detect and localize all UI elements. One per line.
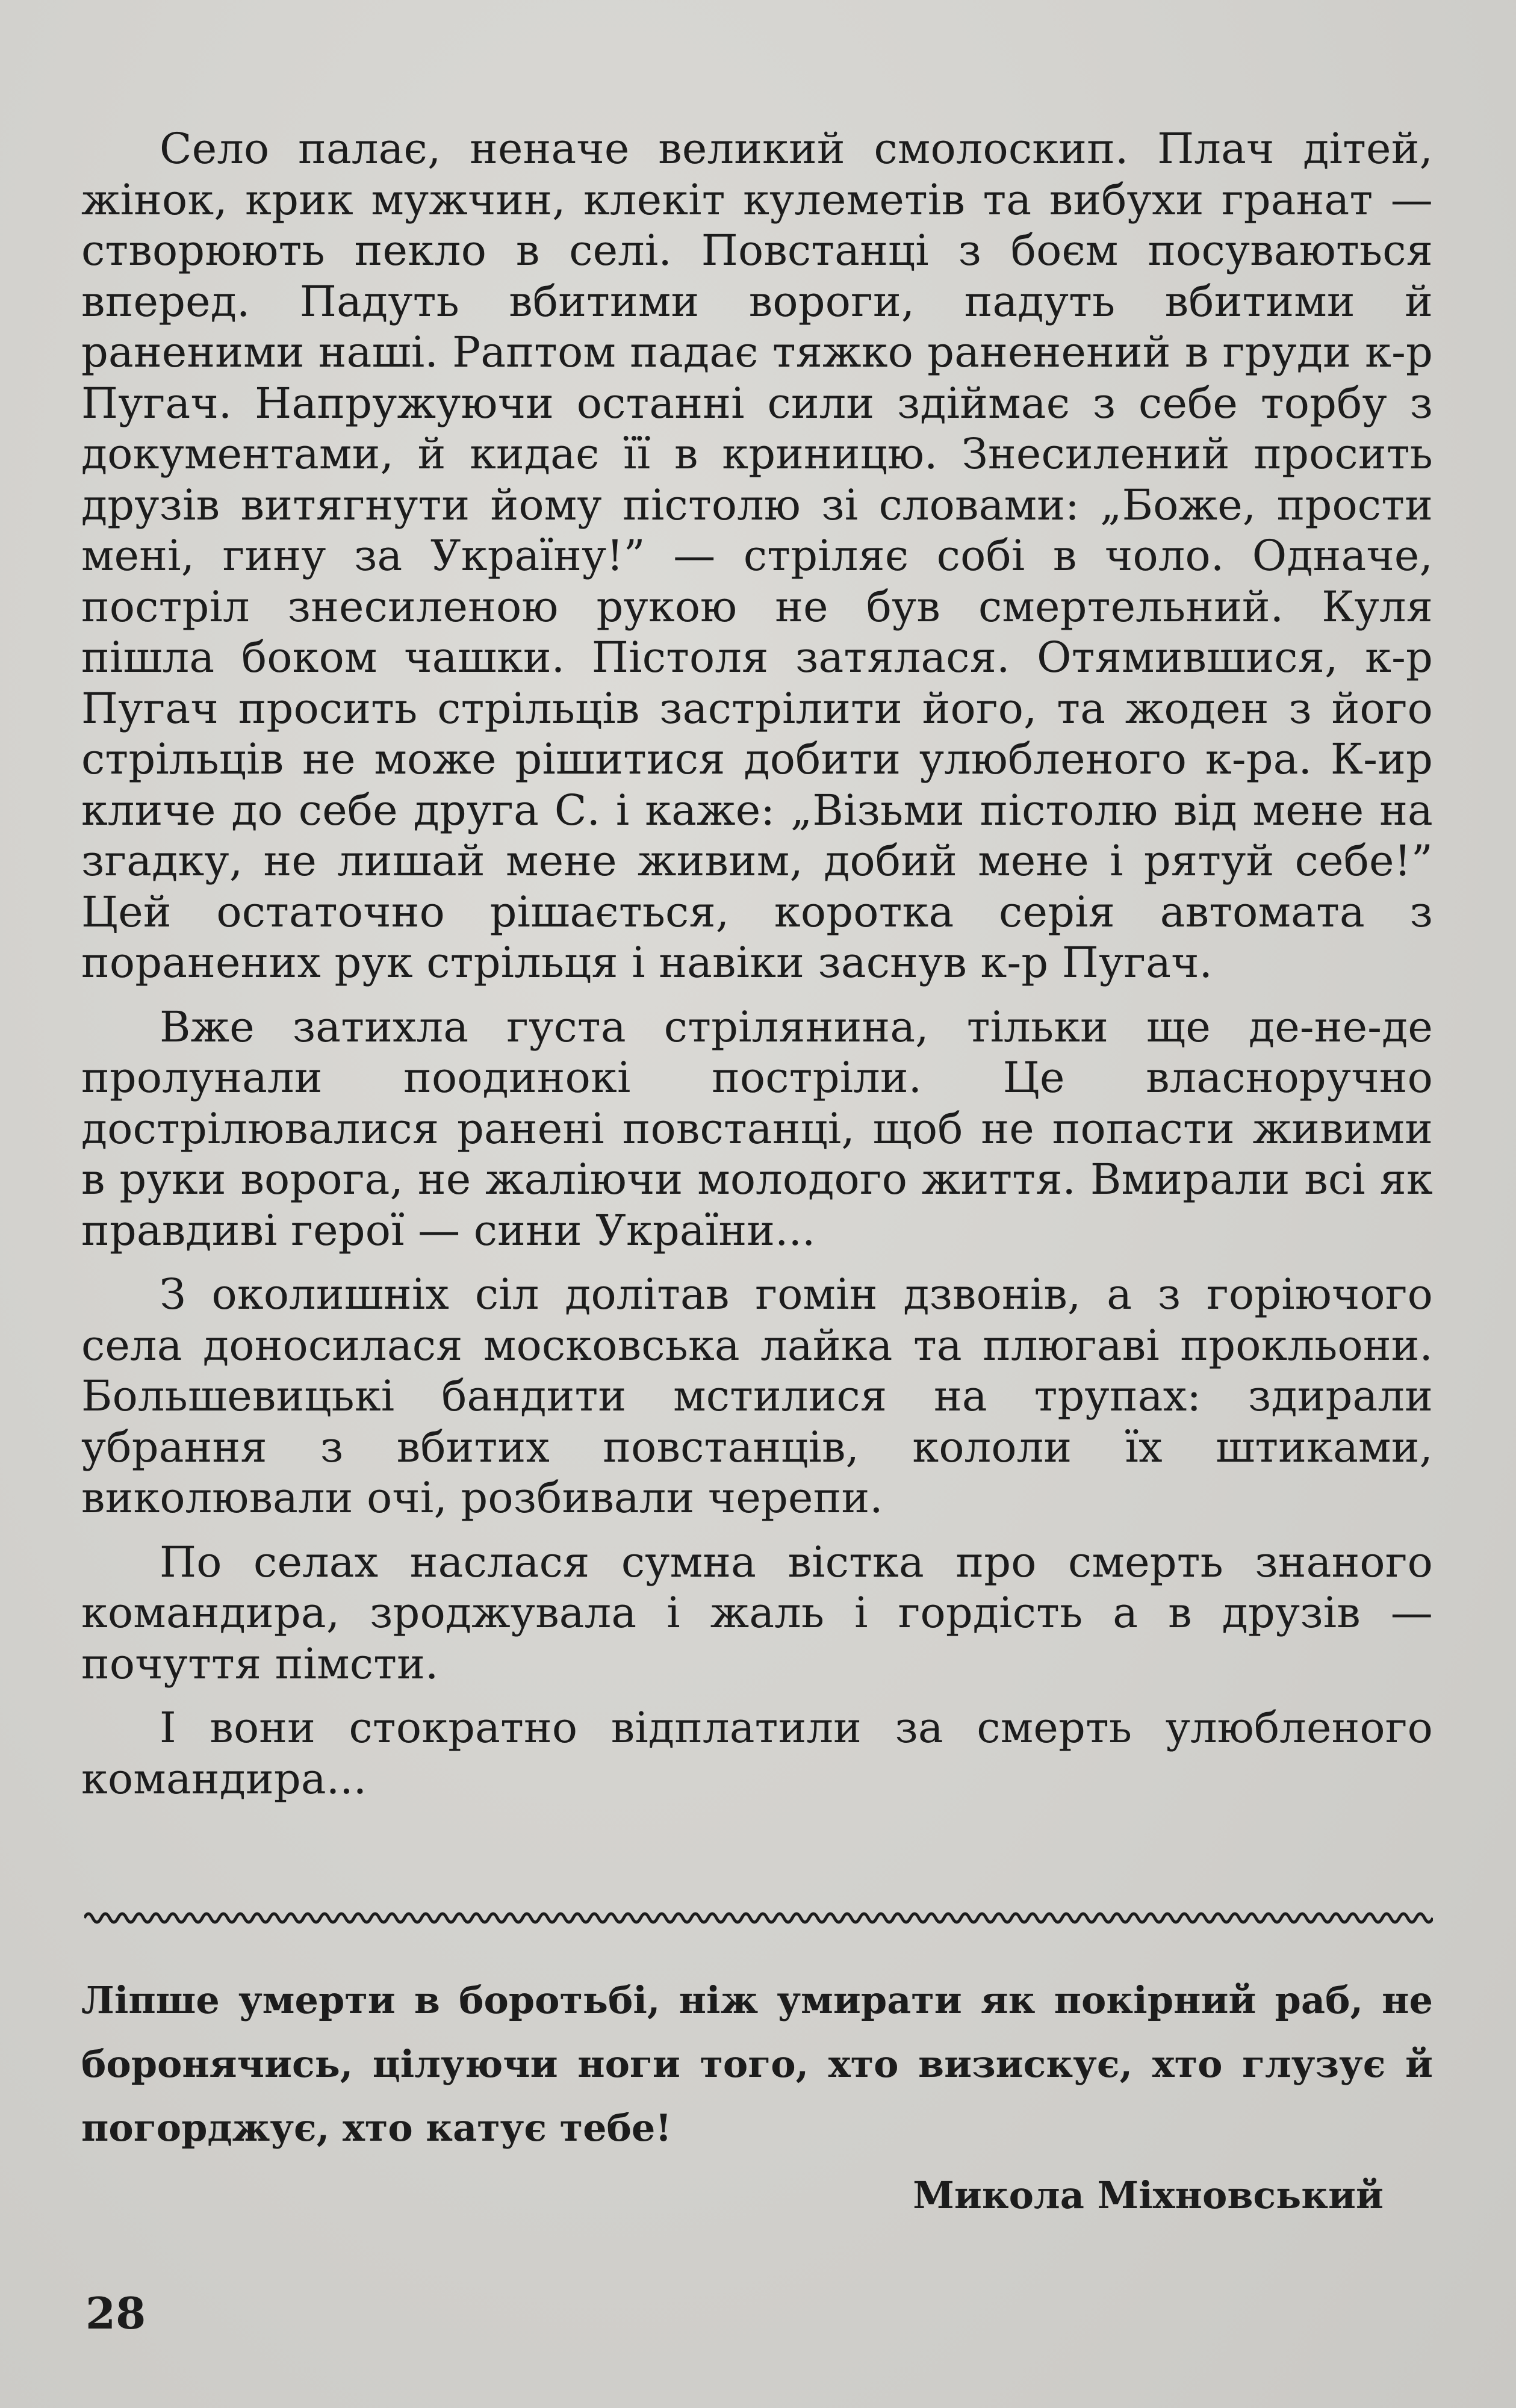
page-number: 28 [85,2288,146,2339]
paragraph: По селах наслася сумна вістка про смерть знаного командира, зроджувала і жаль і гордість а в друзів — почуття пімсти. [81,1537,1433,1689]
paragraph: Вже затихла густа стрілянина, тільки ще де-не-де пролунали поодинокі постріли. Це власноручно дострілювалися ранені повстанці, щоб не попасти живими в руки ворога, не жаліючи молодого життя. Вмирали всі як правдиві герої — сини України... [81,1002,1433,1255]
paragraph: І вони стократно відплатили за смерть улюбленого командира... [81,1703,1433,1804]
quote-author: Микола Міхновський [913,2173,1384,2217]
wavy-divider [84,1907,1433,1929]
paragraph: З околишніх сіл долітав гомін дзвонів, а з горіючого села доносилася московська лайка та плюгаві прокльони. Большевицькі бандити мстилися на трупах: здирали убрання з вбитих повстанців, кололи їх штиками, виколювали очі, розбивали черепи. [81,1270,1433,1522]
epigraph-quote: Ліпше умерти в боротьбі, ніж умирати як покірний раб, не боронячись, цілуючи ноги того, хто визискує, хто глузує й погорджує, хто катує тебе! [81,1978,1433,2150]
article-body [81,123,1433,1817]
paragraph: Село палає, неначе великий смолоскип. Плач дітей, жінок, крик мужчин, клекіт кулеметів та вибухи гранат — створюють пекло в селі. Повстанці з боєм посуваються вперед. Падуть вбитими вороги, падуть вбитими й раненими наші. Раптом падає тяжко раненений в груди к-р Пугач. Напружуючи останні сили здіймає з себе торбу з документами, й кидає її в криницю. Знесилений просить друзів витягнути йому пістолю зі словами: „Боже, прости мені, гину за Україну!” — стріляє собі в чоло. Одначе, постріл знесиленою рукою не був смертельний. Куля пішла боком чашки. Пістоля затялася. Отямившися, к-р Пугач просить стрільців застрілити його, та жоден з його стрільців не може рішитися добити улюбленого к-ра. К-ир кличе до себе друга С. і каже: „Візьми пістолю від мене на згадку, не лишай мене живим, добий мене і рятуй себе!” Цей остаточно рішається, коротка серія автомата з поранених рук стрільця і навіки заснув к-р Пугач. [81,124,1433,987]
